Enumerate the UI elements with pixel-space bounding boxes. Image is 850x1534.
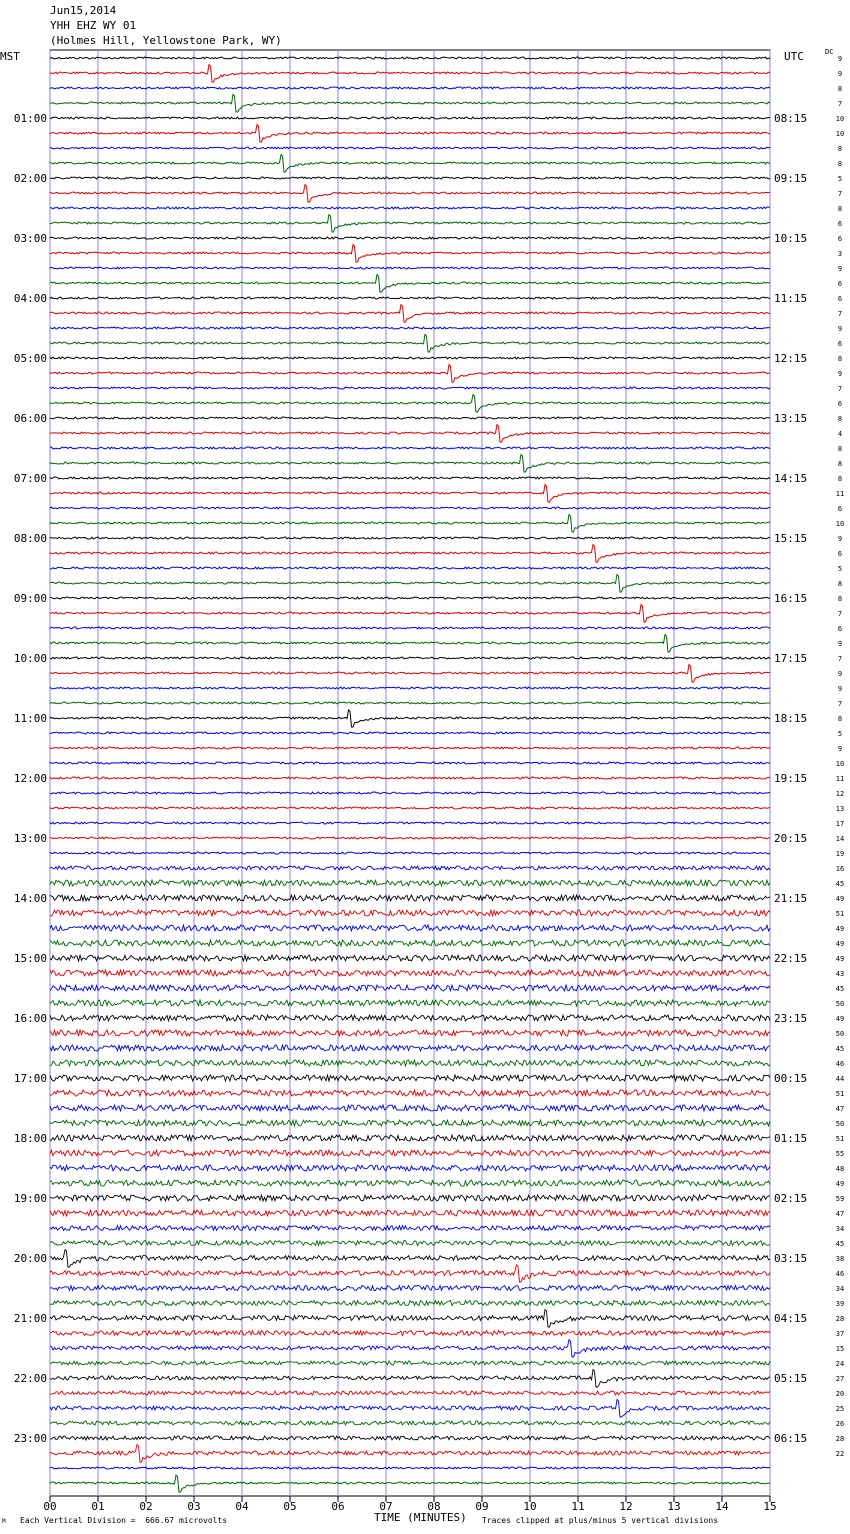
dc-label: DC bbox=[825, 48, 834, 56]
trace-row-48 bbox=[50, 777, 770, 779]
header-location: (Holmes Hill, Yellowstone Park, WY) bbox=[50, 34, 282, 47]
trace-row-65 bbox=[50, 1030, 770, 1036]
trace-row-91 bbox=[50, 1421, 770, 1425]
right-hour-label-6: 13:15 bbox=[774, 412, 808, 425]
trace-row-60 bbox=[50, 955, 770, 961]
dc-value-row-35: 8 bbox=[837, 580, 843, 588]
trace-row-71 bbox=[50, 1120, 770, 1126]
dc-value-row-24: 8 bbox=[837, 415, 843, 423]
dc-value-row-56: 49 bbox=[835, 895, 845, 903]
left-hour-label-22: 22:00 bbox=[13, 1372, 47, 1385]
dc-value-row-42: 9 bbox=[837, 685, 843, 693]
right-hour-label-7: 14:15 bbox=[774, 472, 808, 485]
trace-row-55 bbox=[50, 880, 770, 886]
trace-row-53 bbox=[50, 852, 770, 854]
trace-row-62 bbox=[50, 985, 770, 991]
dc-value-row-40: 7 bbox=[837, 655, 843, 663]
dc-value-row-69: 51 bbox=[835, 1090, 845, 1098]
right-hour-label-15: 22:15 bbox=[774, 952, 808, 965]
trace-row-81 bbox=[50, 1265, 770, 1282]
trace-row-1 bbox=[50, 65, 770, 82]
dc-value-row-82: 34 bbox=[835, 1285, 845, 1293]
trace-row-22 bbox=[50, 387, 770, 389]
dc-value-row-79: 45 bbox=[835, 1240, 845, 1248]
dc-value-row-66: 45 bbox=[835, 1045, 845, 1053]
right-hour-label-5: 12:15 bbox=[774, 352, 808, 365]
dc-value-row-12: 6 bbox=[837, 235, 843, 243]
right-hour-label-22: 05:15 bbox=[774, 1372, 808, 1385]
dc-value-row-89: 20 bbox=[835, 1390, 845, 1398]
dc-value-row-72: 51 bbox=[835, 1135, 845, 1143]
dc-value-row-15: 6 bbox=[837, 280, 843, 288]
trace-row-16 bbox=[50, 297, 770, 299]
dc-value-row-51: 17 bbox=[835, 820, 845, 828]
dc-value-row-6: 8 bbox=[837, 145, 843, 153]
trace-row-94 bbox=[50, 1467, 770, 1469]
trace-row-20 bbox=[50, 357, 770, 359]
trace-row-50 bbox=[50, 807, 770, 809]
trace-row-49 bbox=[50, 792, 770, 794]
x-tick-label-01: 01 bbox=[91, 1500, 105, 1513]
trace-row-78 bbox=[50, 1226, 770, 1231]
x-tick-label-00: 00 bbox=[43, 1500, 57, 1513]
trace-row-75 bbox=[50, 1180, 770, 1186]
trace-row-79 bbox=[50, 1241, 770, 1246]
left-hour-label-12: 12:00 bbox=[13, 772, 47, 785]
dc-value-row-73: 55 bbox=[835, 1150, 845, 1158]
dc-value-row-55: 45 bbox=[835, 880, 845, 888]
trace-row-0 bbox=[50, 57, 770, 59]
dc-value-row-60: 49 bbox=[835, 955, 845, 963]
trace-row-72 bbox=[50, 1135, 770, 1141]
footer-corner-mark: M bbox=[2, 1518, 6, 1525]
right-hour-label-8: 15:15 bbox=[774, 532, 808, 545]
right-hour-label-21: 04:15 bbox=[774, 1312, 808, 1325]
dc-value-row-54: 16 bbox=[835, 865, 845, 873]
trace-row-38 bbox=[50, 627, 770, 629]
dc-value-row-31: 10 bbox=[835, 520, 845, 528]
right-hour-label-10: 17:15 bbox=[774, 652, 808, 665]
trace-row-92 bbox=[50, 1436, 770, 1440]
trace-row-5 bbox=[50, 125, 770, 142]
trace-row-85 bbox=[50, 1331, 770, 1336]
trace-row-29 bbox=[50, 485, 770, 502]
dc-value-row-36: 8 bbox=[837, 595, 843, 603]
right-hour-label-12: 19:15 bbox=[774, 772, 808, 785]
dc-value-row-91: 26 bbox=[835, 1420, 845, 1428]
x-tick-label-11: 11 bbox=[571, 1500, 585, 1513]
dc-value-row-71: 50 bbox=[835, 1120, 845, 1128]
dc-value-row-19: 6 bbox=[837, 340, 843, 348]
left-hour-label-1: 01:00 bbox=[13, 112, 47, 125]
dc-value-row-65: 50 bbox=[835, 1030, 845, 1038]
right-hour-label-9: 16:15 bbox=[774, 592, 808, 605]
x-tick-label-14: 14 bbox=[715, 1500, 729, 1513]
dc-value-row-84: 28 bbox=[835, 1315, 845, 1323]
footer-scale: Each Vertical Division = 666.67 microvolts bbox=[20, 1516, 228, 1525]
trace-row-6 bbox=[50, 147, 770, 149]
dc-value-row-85: 37 bbox=[835, 1330, 845, 1338]
dc-value-row-68: 44 bbox=[835, 1075, 845, 1083]
trace-row-25 bbox=[50, 425, 770, 442]
left-hour-label-8: 08:00 bbox=[13, 532, 47, 545]
dc-value-row-22: 7 bbox=[837, 385, 843, 393]
x-tick-label-07: 07 bbox=[379, 1500, 393, 1513]
dc-value-row-10: 8 bbox=[837, 205, 843, 213]
left-hour-label-6: 06:00 bbox=[13, 412, 47, 425]
dc-value-row-20: 8 bbox=[837, 355, 843, 363]
dc-value-row-9: 7 bbox=[837, 190, 843, 198]
dc-value-row-39: 9 bbox=[837, 640, 843, 648]
trace-row-90 bbox=[50, 1400, 770, 1417]
trace-row-82 bbox=[50, 1286, 770, 1291]
dc-value-row-41: 9 bbox=[837, 670, 843, 678]
right-hour-label-17: 00:15 bbox=[774, 1072, 808, 1085]
dc-value-row-46: 9 bbox=[837, 745, 843, 753]
trace-row-54 bbox=[50, 866, 770, 870]
left-hour-label-9: 09:00 bbox=[13, 592, 47, 605]
left-hour-label-14: 14:00 bbox=[13, 892, 47, 905]
trace-row-40 bbox=[50, 657, 770, 659]
dc-value-row-32: 9 bbox=[837, 535, 843, 543]
dc-value-row-67: 46 bbox=[835, 1060, 845, 1068]
trace-row-8 bbox=[50, 177, 770, 179]
trace-row-18 bbox=[50, 327, 770, 329]
dc-value-row-37: 7 bbox=[837, 610, 843, 618]
trace-row-30 bbox=[50, 507, 770, 509]
dc-value-row-52: 14 bbox=[835, 835, 845, 843]
left-hour-label-5: 05:00 bbox=[13, 352, 47, 365]
dc-value-row-8: 5 bbox=[837, 175, 843, 183]
trace-row-36 bbox=[50, 597, 770, 599]
trace-row-14 bbox=[50, 267, 770, 269]
trace-row-47 bbox=[50, 762, 770, 764]
trace-row-9 bbox=[50, 185, 770, 202]
trace-row-10 bbox=[50, 207, 770, 209]
dc-value-row-3: 7 bbox=[837, 100, 843, 108]
right-hour-label-13: 20:15 bbox=[774, 832, 808, 845]
right-hour-label-16: 23:15 bbox=[774, 1012, 808, 1025]
trace-row-26 bbox=[50, 447, 770, 449]
trace-row-61 bbox=[50, 970, 770, 976]
dc-value-row-77: 47 bbox=[835, 1210, 845, 1218]
trace-row-2 bbox=[50, 87, 770, 89]
x-tick-label-02: 02 bbox=[139, 1500, 153, 1513]
trace-row-28 bbox=[50, 477, 770, 479]
dc-value-row-86: 15 bbox=[835, 1345, 845, 1353]
dc-value-row-4: 10 bbox=[835, 115, 845, 123]
dc-value-row-45: 5 bbox=[837, 730, 843, 738]
trace-row-74 bbox=[50, 1165, 770, 1171]
left-hour-label-18: 18:00 bbox=[13, 1132, 47, 1145]
left-hour-label-11: 11:00 bbox=[13, 712, 47, 725]
dc-value-row-34: 5 bbox=[837, 565, 843, 573]
trace-row-12 bbox=[50, 237, 770, 239]
trace-row-33 bbox=[50, 545, 770, 562]
dc-value-row-92: 28 bbox=[835, 1435, 845, 1443]
header-station: YHH EHZ WY 01 bbox=[50, 19, 137, 32]
trace-row-88 bbox=[50, 1370, 770, 1387]
trace-row-69 bbox=[50, 1090, 770, 1096]
trace-row-76 bbox=[50, 1195, 770, 1201]
trace-row-34 bbox=[50, 567, 770, 569]
header-date: Jun15,2014 bbox=[50, 4, 117, 17]
dc-value-row-88: 27 bbox=[835, 1375, 845, 1383]
trace-row-56 bbox=[50, 895, 770, 901]
trace-row-11 bbox=[50, 215, 770, 232]
left-hour-label-10: 10:00 bbox=[13, 652, 47, 665]
trace-row-66 bbox=[50, 1045, 770, 1051]
dc-value-row-90: 25 bbox=[835, 1405, 845, 1413]
trace-row-73 bbox=[50, 1150, 770, 1156]
dc-value-row-49: 12 bbox=[835, 790, 845, 798]
trace-row-27 bbox=[50, 455, 770, 472]
dc-value-row-76: 59 bbox=[835, 1195, 845, 1203]
right-hour-label-11: 18:15 bbox=[774, 712, 808, 725]
trace-row-89 bbox=[50, 1391, 770, 1395]
x-tick-label-15: 15 bbox=[763, 1500, 777, 1513]
dc-value-row-59: 49 bbox=[835, 940, 845, 948]
left-hour-label-3: 03:00 bbox=[13, 232, 47, 245]
dc-value-row-23: 6 bbox=[837, 400, 843, 408]
trace-row-42 bbox=[50, 687, 770, 689]
dc-value-row-44: 8 bbox=[837, 715, 843, 723]
trace-row-15 bbox=[50, 275, 770, 292]
x-tick-label-03: 03 bbox=[187, 1500, 201, 1513]
trace-row-17 bbox=[50, 305, 770, 322]
right-hour-label-23: 06:15 bbox=[774, 1432, 808, 1445]
trace-row-24 bbox=[50, 417, 770, 419]
trace-row-83 bbox=[50, 1301, 770, 1306]
left-hour-label-16: 16:00 bbox=[13, 1012, 47, 1025]
trace-row-41 bbox=[50, 665, 770, 682]
dc-value-row-26: 8 bbox=[837, 445, 843, 453]
right-hour-label-19: 02:15 bbox=[774, 1192, 808, 1205]
x-tick-label-06: 06 bbox=[331, 1500, 345, 1513]
dc-value-row-62: 45 bbox=[835, 985, 845, 993]
left-hour-label-23: 23:00 bbox=[13, 1432, 47, 1445]
dc-value-row-18: 9 bbox=[837, 325, 843, 333]
dc-value-row-38: 6 bbox=[837, 625, 843, 633]
dc-value-row-33: 6 bbox=[837, 550, 843, 558]
trace-row-58 bbox=[50, 925, 770, 931]
x-tick-label-04: 04 bbox=[235, 1500, 249, 1513]
trace-row-63 bbox=[50, 1000, 770, 1006]
dc-value-row-81: 46 bbox=[835, 1270, 845, 1278]
dc-value-row-1: 9 bbox=[837, 70, 843, 78]
trace-row-4 bbox=[50, 117, 770, 119]
dc-value-row-70: 47 bbox=[835, 1105, 845, 1113]
right-hour-label-2: 09:15 bbox=[774, 172, 808, 185]
dc-value-row-5: 10 bbox=[835, 130, 845, 138]
left-hour-label-13: 13:00 bbox=[13, 832, 47, 845]
trace-row-70 bbox=[50, 1105, 770, 1111]
dc-value-row-75: 49 bbox=[835, 1180, 845, 1188]
trace-row-46 bbox=[50, 747, 770, 749]
x-tick-label-13: 13 bbox=[667, 1500, 681, 1513]
trace-row-7 bbox=[50, 155, 770, 172]
right-hour-label-4: 11:15 bbox=[774, 292, 808, 305]
dc-value-row-93: 22 bbox=[835, 1450, 845, 1458]
left-hour-label-7: 07:00 bbox=[13, 472, 47, 485]
dc-value-row-14: 9 bbox=[837, 265, 843, 273]
x-axis-title: TIME (MINUTES) bbox=[374, 1511, 467, 1524]
dc-value-row-61: 43 bbox=[835, 970, 845, 978]
left-hour-label-2: 02:00 bbox=[13, 172, 47, 185]
dc-value-row-11: 6 bbox=[837, 220, 843, 228]
dc-value-row-16: 6 bbox=[837, 295, 843, 303]
trace-row-39 bbox=[50, 635, 770, 652]
dc-value-row-58: 49 bbox=[835, 925, 845, 933]
trace-row-19 bbox=[50, 335, 770, 352]
trace-row-13 bbox=[50, 245, 770, 262]
x-tick-label-05: 05 bbox=[283, 1500, 297, 1513]
trace-row-86 bbox=[50, 1340, 770, 1357]
dc-value-row-27: 8 bbox=[837, 460, 843, 468]
dc-value-row-30: 6 bbox=[837, 505, 843, 513]
dc-value-row-63: 50 bbox=[835, 1000, 845, 1008]
trace-row-23 bbox=[50, 395, 770, 412]
trace-row-37 bbox=[50, 605, 770, 622]
dc-value-row-48: 11 bbox=[835, 775, 845, 783]
dc-value-row-64: 49 bbox=[835, 1015, 845, 1023]
dc-value-row-43: 7 bbox=[837, 700, 843, 708]
dc-value-row-87: 24 bbox=[835, 1360, 845, 1368]
dc-value-row-80: 38 bbox=[835, 1255, 845, 1263]
trace-row-51 bbox=[50, 822, 770, 824]
left-hour-label-20: 20:00 bbox=[13, 1252, 47, 1265]
x-tick-label-09: 09 bbox=[475, 1500, 489, 1513]
trace-row-43 bbox=[50, 702, 770, 704]
trace-row-21 bbox=[50, 365, 770, 382]
dc-value-row-13: 3 bbox=[837, 250, 843, 258]
dc-value-row-57: 51 bbox=[835, 910, 845, 918]
trace-row-95 bbox=[50, 1475, 770, 1492]
trace-row-3 bbox=[50, 95, 770, 112]
trace-row-77 bbox=[50, 1210, 770, 1216]
right-hour-label-18: 01:15 bbox=[774, 1132, 808, 1145]
trace-row-35 bbox=[50, 575, 770, 592]
dc-value-row-47: 10 bbox=[835, 760, 845, 768]
x-tick-label-10: 10 bbox=[523, 1500, 537, 1513]
trace-row-32 bbox=[50, 537, 770, 539]
left-hour-label-4: 04:00 bbox=[13, 292, 47, 305]
dc-value-row-29: 11 bbox=[835, 490, 845, 498]
right-hour-label-3: 10:15 bbox=[774, 232, 808, 245]
right-hour-label-14: 21:15 bbox=[774, 892, 808, 905]
trace-row-80 bbox=[50, 1250, 770, 1267]
dc-value-row-2: 8 bbox=[837, 85, 843, 93]
trace-row-52 bbox=[50, 837, 770, 839]
trace-row-84 bbox=[50, 1310, 770, 1327]
trace-row-87 bbox=[50, 1361, 770, 1365]
x-tick-label-08: 08 bbox=[427, 1500, 441, 1513]
trace-row-68 bbox=[50, 1075, 770, 1081]
right-hour-label-1: 08:15 bbox=[774, 112, 808, 125]
dc-value-row-74: 48 bbox=[835, 1165, 845, 1173]
dc-value-row-25: 4 bbox=[837, 430, 843, 438]
dc-value-row-17: 7 bbox=[837, 310, 843, 318]
trace-row-45 bbox=[50, 732, 770, 734]
dc-value-row-78: 34 bbox=[835, 1225, 845, 1233]
right-hour-label-20: 03:15 bbox=[774, 1252, 808, 1265]
trace-row-31 bbox=[50, 515, 770, 532]
dc-value-row-28: 8 bbox=[837, 475, 843, 483]
left-hour-label-19: 19:00 bbox=[13, 1192, 47, 1205]
trace-row-93 bbox=[50, 1445, 770, 1462]
trace-row-64 bbox=[50, 1015, 770, 1021]
trace-row-44 bbox=[50, 710, 770, 727]
left-hour-label-15: 15:00 bbox=[13, 952, 47, 965]
left-hour-label-17: 17:00 bbox=[13, 1072, 47, 1085]
trace-row-67 bbox=[50, 1060, 770, 1066]
footer-clip: Traces clipped at plus/minus 5 vertical divisions bbox=[482, 1516, 719, 1525]
dc-value-row-50: 13 bbox=[835, 805, 845, 813]
dc-value-row-21: 9 bbox=[837, 370, 843, 378]
dc-value-row-83: 39 bbox=[835, 1300, 845, 1308]
left-hour-label-21: 21:00 bbox=[13, 1312, 47, 1325]
trace-row-59 bbox=[50, 940, 770, 946]
left-timezone-label: MST bbox=[0, 50, 20, 63]
dc-value-row-7: 8 bbox=[837, 160, 843, 168]
x-tick-label-12: 12 bbox=[619, 1500, 633, 1513]
right-timezone-label: UTC bbox=[784, 50, 804, 63]
dc-value-row-53: 19 bbox=[835, 850, 845, 858]
trace-row-57 bbox=[50, 910, 770, 916]
dc-value-row-0: 9 bbox=[837, 55, 843, 63]
